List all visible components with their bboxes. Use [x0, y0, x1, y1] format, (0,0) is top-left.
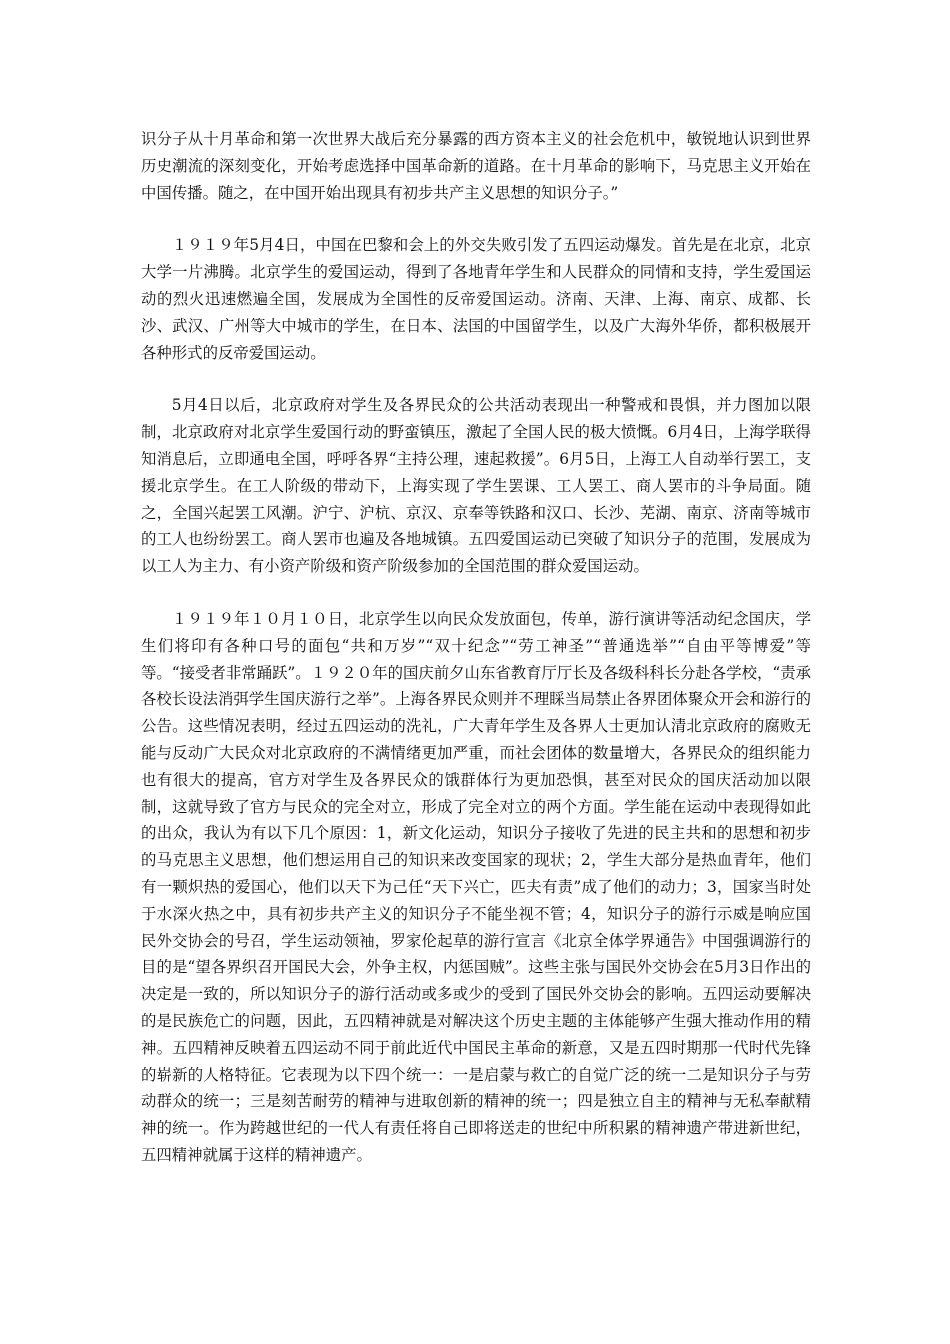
paragraph-4: １９１９年１０月１０日，北京学生以向民众发放面包，传单，游行演讲等活动纪念国庆，学生们将印有各种口号的面包“共和万岁”“双十纪念”“劳工神圣”“普通选举”“自由平等博爱”等等。“接受者非常踊跃”。１９２０年的国庆前夕山东省教育厅厅长及各级科科长分赴各学校，“责承各校长设法消弭学生国庆游行之举”。上海各界民众则并不理睬当局禁止各界团体聚众开会和游行的公告。这些情况表明，经过五四运动的洗礼，广大青年学生及各界人士更加认清北京政府的腐败无能与反动广大民众对北京政府的不满情绪更加严重，而社会团体的数量增大，各界民众的组织能力也有很大的提高，官方对学生及各界民众的饿群体行为更加恐惧，甚至对民众的国庆活动加以限制，这就导致了官方与民众的完全对立，形成了完全对立的两个方面。学生能在运动中表现得如此的出众，我认为有以下几个原因：1，新文化运动，知识分子接收了先进的民主共和的思想和初步的马克思主义思想，他们想运用自己的知识来改变国家的现状；2，学生大部分是热血青年，他们有一颗炽热的爱国心，他们以天下为己任“天下兴亡，匹夫有责”成了他们的动力；3，国家当时处于水深火热之中，具有初步共产主义的知识分子不能坐视不管；4，知识分子的游行示威是响应国民外交协会的号召，学生运动领袖，罗家伦起草的游行宣言《北京全体学界通告》中国强调游行的目的是“望各界织召开国民大会，外争主权，内惩国贼”。这些主张与国民外交协会在5月3日作出的决定是一致的，所以知识分子的游行活动或多或少的受到了国民外交协会的影响。五四运动要解决的是民族危亡的问题，因此，五四精神就是对解决这个历史主题的主体能够产生强大推动作用的精神。五四精神反映着五四运动不同于前此近代中国民主革命的新意，又是五四时期那一代时代先锋的崭新的人格特征。它表现为以下四个统一：一是启蒙与救亡的自觉广泛的统一二是知识分子与劳动群众的统一；三是刻苦耐劳的精神与进取创新的精神的统一；四是独立自主的精神与无私奉献精神的统一。作为跨越世纪的一代人有责任将自己即将送走的世纪中所积累的精神遗产带进新世纪，五四精神就属于这样的精神遗产。: [141, 609, 812, 1164]
paragraph-2: １９１９年5月4日，中国在巴黎和会上的外交失败引发了五四运动爆发。首先是在北京，北京大学一片沸腾。北京学生的爱国运动，得到了各地青年学生和人民群众的同情和支持，学生爱国运动的烈火迅速燃遍全国，发展成为全国性的反帝爱国运动。济南、天津、上海、南京、成都、长沙、武汉、广州等大中城市的学生，在日本、法国的中国留学生，以及广大海外华侨，都积极展开各种形式的反帝爱国运动。: [141, 236, 811, 362]
document-page: [141, 126, 811, 1195]
paragraph-1: 识分子从十月革命和第一次世界大战后充分暴露的西方资本主义的社会危机中，敏锐地认识到世界历史潮流的深刻变化，开始考虑选择中国革命新的道路。在十月革命的影响下，马克思主义开始在中国传播。随之，在中国开始出现具有初步共产主义思想的知识分子。”: [141, 130, 811, 202]
paragraph-3: 5月4日以后，北京政府对学生及各界民众的公共活动表现出一种警戒和畏惧，并力图加以限制，北京政府对北京学生爱国行动的野蛮镇压，激起了全国人民的极大愤慨。6月4日，上海学联得知消息后，立即通电全国，呼呼各界“主持公理，速起救援”。6月5日，上海工人自动举行罢工，支援北京学生。在工人阶级的带动下，上海实现了学生罢课、工人罢工、商人罢市的斗争局面。随之，全国兴起罢工风潮。沪宁、沪杭、京汉、京奉等铁路和汉口、长沙、芜湖、南京、济南等城市的工人也纷纷罢工。商人罢市也遍及各地城镇。五四爱国运动已突破了知识分子的范围，发展成为以工人为主力、有小资产阶级和资产阶级参加的全国范围的群众爱国运动。: [141, 396, 811, 576]
